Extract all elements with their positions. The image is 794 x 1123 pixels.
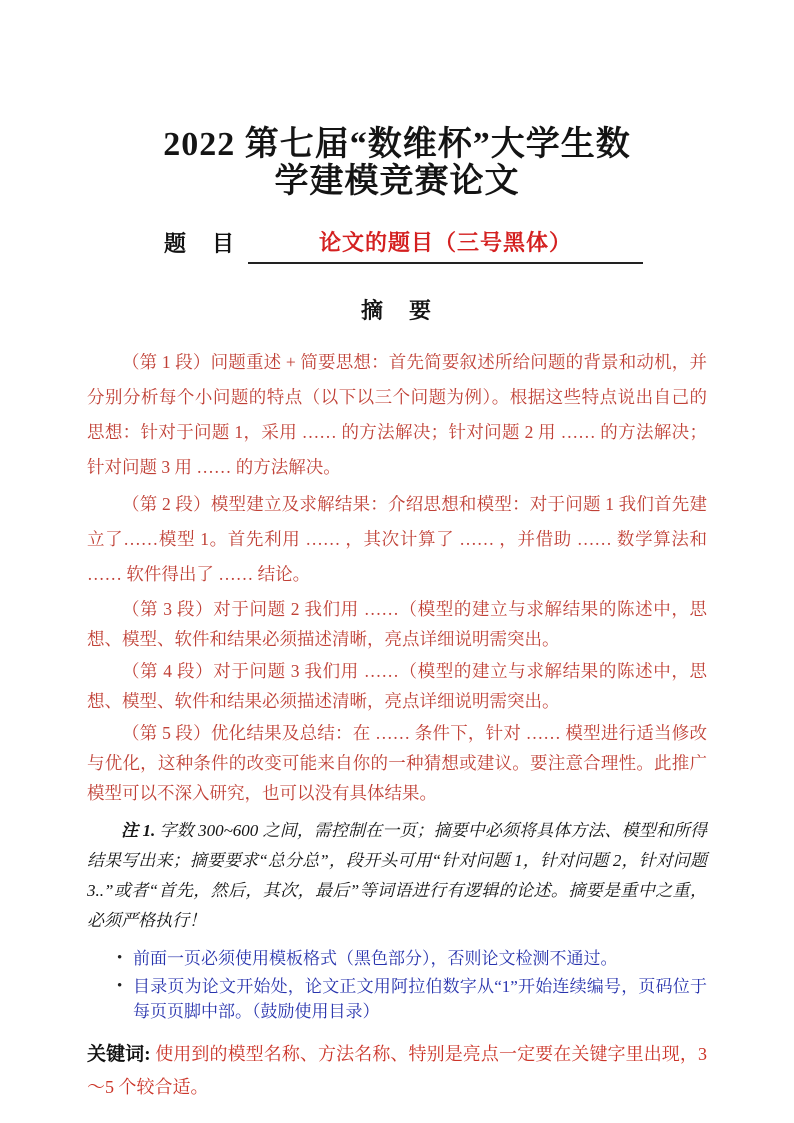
paper-title-row xyxy=(164,226,707,264)
main-title-line-2: 学建模竞赛论文 xyxy=(274,163,520,200)
bullet-text-2: 目录页为论文开始处，论文正文用阿拉伯数字从“1”开始连续编号，页码位于每页页脚中部。（鼓励使用目录） xyxy=(133,977,707,1021)
title-field-underline xyxy=(248,226,643,264)
bullet-icon: • xyxy=(117,950,123,966)
note-text: 字数 300~600 之间，需控制在一页；摘要中必须将具体方法、模型和所得结果写出来；摘要要求“总分总”，段开头可用“针对问题 1，针对问题 2，针对问题 3..”或者“首先，然后，其次，最后”等词语进行有逻辑的论述。摘要是重中之重，必须严格执行！ xyxy=(87,821,708,930)
bullet-item-1 xyxy=(117,946,707,971)
bullet-list xyxy=(117,946,707,1024)
bullet-icon: • xyxy=(117,978,123,994)
bullet-item-2 xyxy=(117,974,707,1024)
abstract-paragraph-1: （第 1 段）问题重述 + 简要思想：首先简要叙述所给问题的背景和动机，并分别分析每个小问题的特点（以下以三个问题为例）。根据这些特点说出自己的思想：针对于问题 1，采用 …… 的方法解决；针对问题 2 用 …… 的方法解决；针对问题 3 用 …… 的方法解决。 xyxy=(87,352,707,477)
abstract-paragraph-4: （第 4 段）对于问题 3 我们用 ……（模型的建立与求解结果的陈述中，思想、模型、软件和结果必须描述清晰，亮点详细说明需突出。 xyxy=(87,661,707,711)
paper-title-value: 论文的题目（三号黑体） xyxy=(319,230,573,255)
keywords-line xyxy=(87,1038,707,1104)
main-title xyxy=(87,126,707,200)
title-field-label: 题 目 xyxy=(164,231,237,256)
abstract-paragraph-3: （第 3 段）对于问题 2 我们用 ……（模型的建立与求解结果的陈述中，思想、模型、软件和结果必须描述清晰，亮点详细说明需突出。 xyxy=(87,599,707,649)
keywords-text: 使用到的模型名称、方法名称、特别是亮点一定要在关键字里出现，3～5 个较合适。 xyxy=(87,1044,707,1097)
abstract-heading: 摘 要 xyxy=(360,298,433,323)
bullet-text-1: 前面一页必须使用模板格式（黑色部分），否则论文检测不通过。 xyxy=(133,949,618,968)
abstract-paragraph-2: （第 2 段）模型建立及求解结果：介绍思想和模型：对于问题 1 我们首先建立了……模型 1。首先利用 …… ，其次计算了 …… ，并借助 …… 数学算法和 …… 软件得出了 …… 结论。 xyxy=(87,494,707,584)
note-label: 注 1. xyxy=(121,821,156,840)
main-title-line-1: 2022 第七届“数维杯”大学生数 xyxy=(163,126,631,163)
abstract-paragraph-5: （第 5 段）优化结果及总结：在 …… 条件下，针对 …… 模型进行适当修改与优化，这种条件的改变可能来自你的一种猜想或建议。要注意合理性。此推广模型可以不深入研究，也可以没有具体结果。 xyxy=(87,723,707,803)
note-paragraph xyxy=(87,816,707,936)
keywords-label: 关键词: xyxy=(87,1044,151,1065)
page-content xyxy=(87,126,707,1104)
abstract-body xyxy=(87,345,707,808)
